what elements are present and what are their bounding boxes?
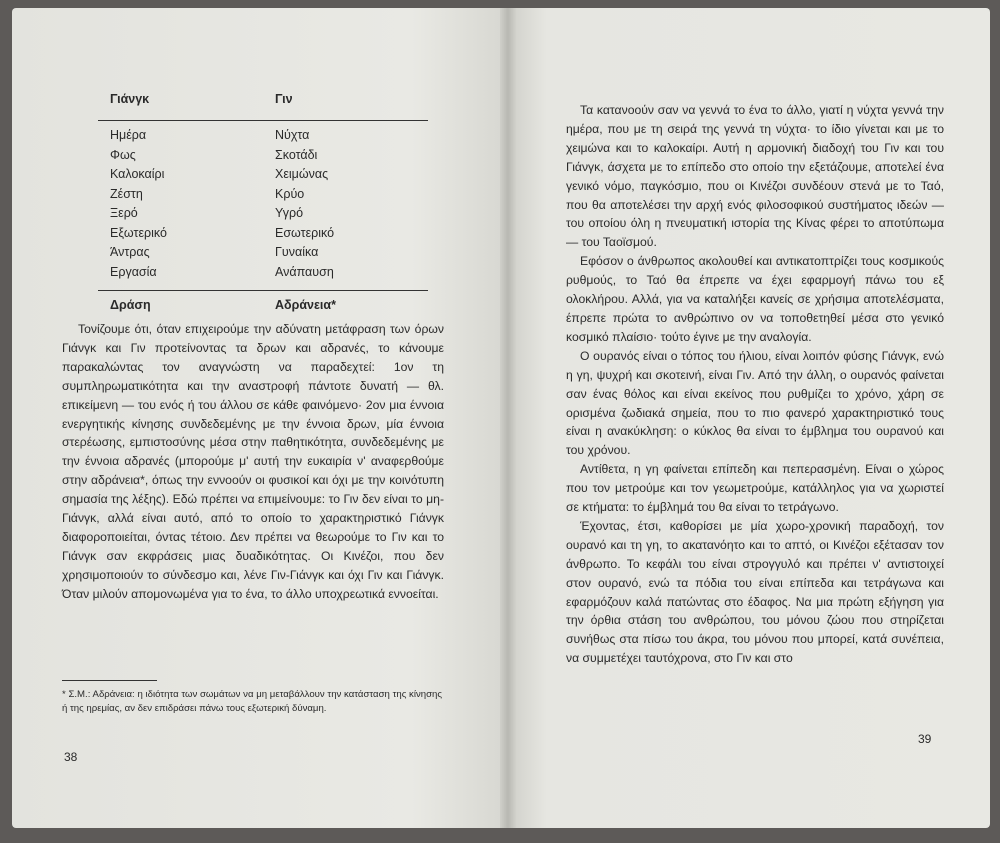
table-cell-yin: Υγρό [275, 206, 304, 220]
right-paragraph: Τα κατανοούν σαν να γεννά το ένα το άλλο, γιατί η νύχτα γεννά την ημέρα, που με τη σειρά της γεννά τη νύχτα· το ίδιο γίνεται και με το χειμώνα και το καλοκαίρι. Αυτή η αρμονική διαδοχή του Γιν και του Γιάνγκ, άσχετα με το επίπεδο στο οποίο την εξετάζουμε, αποτελεί ένα γενικό νόμο, παγκόσμιο, που οι Κινέζοι συνδέουν στενά με το Ταό, που θα αποτελέσει την αρχή ενός φιλοσοφικού συστήματος ιδεών — του οποίου όλη η πνευματική ιστορία της Κίνας φέρει το αποτύπωμα — του Ταοϊσμού. [566, 103, 944, 250]
table-cell-yin: Κρύο [275, 186, 305, 201]
right-body [566, 101, 944, 668]
table-row [110, 148, 430, 168]
right-paragraph: Έχοντας, έτσι, καθορίσει με μία χωρο-χρονική παραδοχή, τον ουρανό και τη γη, το ακατανόητο και το απτό, οι Κινέζοι εξέτασαν τον άνθρωπο. Το κεφάλι του είναι στρογγυλό και πρέπει ν' αντιστοιχεί στον ουρανό, ενώ τα πόδια του είναι επίπεδα και τετράγωνα και εφαρμόζουν καλά πατώντας στο έδαφος. Να μια πρώτη εξήγηση για την όρθια στάση του ανθρώπου, του μόνου ζώου που στηρίζεται συνήθως στα πίσω του άκρα, του μόνου που μπορεί, κατά συνέπεια, να συμμετέχει ταυτόχρονα, στο Γιν και στο [566, 518, 944, 666]
table-cell-yin: Σκοτάδι [275, 147, 318, 162]
table-cell-yin: Χειμώνας [275, 167, 329, 181]
table-cell-yang: Ξερό [110, 206, 138, 220]
footnote-rule [62, 680, 157, 681]
table-cell-yang: Ημέρα [110, 128, 147, 142]
table-row [110, 245, 430, 265]
table-cell-yin: Ανάπαυση [275, 264, 334, 279]
book-spine [500, 8, 516, 828]
table-cell-yin: Εσωτερικό [275, 225, 335, 240]
table-cell-yang: Εξωτερικό [110, 225, 167, 240]
table-bottom-rule [98, 290, 428, 291]
page-number-right: 39 [918, 732, 932, 746]
table-top-rule [98, 120, 428, 121]
table-cell-yang: Ζέστη [110, 186, 143, 201]
table-header-yang: Γιάνγκ [110, 92, 150, 106]
footnote: * Σ.Μ.: Αδράνεια: η ιδιότητα των σωμάτων να μη μεταβάλλουν την κατάσταση της κίνησης ή της ηρεμίας, αν δεν επιδράσει πάνω τους εξωτερική δύναμη. [62, 689, 442, 714]
table-row [110, 128, 430, 148]
table-footer-yin: Αδράνεια* [275, 298, 336, 312]
table-body [110, 128, 430, 284]
table-row [110, 206, 430, 226]
table-cell-yang: Φως [110, 147, 136, 162]
table-cell-yin: Γυναίκα [275, 245, 319, 259]
table-cell-yang: Άντρας [110, 245, 150, 259]
left-body-paragraph: Τονίζουμε ότι, όταν επιχειρούμε την αδύνατη μετάφραση των όρων Γιάνγκ και Γιν προτείνοντας τα δρων και αδρανές, το κάνουμε παρακαλώντας τον αναγνώστη να παραδεχτεί: 1ον τη συμπληρωματικότητα και την αναστροφή πάντοτε δυνατή — θλ. επικείμενη — του ενός ή του άλλου σε κάθε φαινόμενο· 2ον μια έννοια ενεργητικής κίνησης συνδεδεμένης με την έννοια δρων, μία έννοια στερέωσης, εμπιστοσύνης μέσα στην παθητικότητα, συνδεδεμένης με την έννοια αδρανές (μπορούμε μ' αυτή την ευκαιρία ν' αναφερθούμε στην αδράνεια*, όπως την εννοούν οι φυσικοί και όχι με την κοινότυπη σημασία της λέξης). Εδώ πρέπει να επιμείνουμε: το Γιν δεν είναι το μη-Γιάνγκ, αλλά είναι αυτό, από το οποίο το χαρακτηριστικό Γιάνγκ διαφοροποιείται, όντας τέτοιο. Δεν πρέπει να θεωρούμε το Γιν και το Γιάνγκ σαν εκφράσεις μιας δυαδικότητας. Οι Κινέζοι, που δεν χρησιμοποιούν το σύνδεσμο και, λένε Γιν-Γιάνγκ και όχι Γιν και Γιάνγκ. Όταν μιλούν απομονωμένα για το ένα, το άλλο υποχρεωτικά εννοείται. [62, 322, 444, 601]
table-cell-yin: Νύχτα [275, 128, 310, 142]
table-cell-yang: Καλοκαίρι [110, 167, 165, 181]
page-number-left: 38 [64, 750, 78, 764]
table-row [110, 187, 430, 207]
right-paragraph: Αντίθετα, η γη φαίνεται επίπεδη και πεπερασμένη. Είναι ο χώρος που τον μετρούμε και τον γεωμετρούμε, κατάλληλος για να χωριστεί σε κτήματα: το έμβλημά του θα είναι το τετράγωνο. [566, 462, 944, 515]
table-cell-yang: Εργασία [110, 264, 157, 279]
table-row [110, 265, 430, 285]
table-header-yin: Γιν [275, 92, 293, 106]
right-paragraph: Ο ουρανός είναι ο τόπος του ήλιου, είναι λοιπόν φύσης Γιάνγκ, ενώ η γη, ψυχρή και σκοτεινή, είναι Γιν. Από την άλλη, ο ουρανός φαίνεται σαν ένας θόλος και είναι εκείνος που ρυθμίζει το χρόνο, χάρη σε ορισμένα ζωδιακά σημεία, που το πιο φανερό χαρακτηριστικό τους είναι η ανακύκληση: ο κύκλος θα είναι το έμβλημα του ουρανού και του χρόνου. [566, 348, 944, 458]
table-footer-yang: Δράση [110, 298, 151, 312]
table-row [110, 226, 430, 246]
table-row [110, 167, 430, 187]
right-paragraph: Εφόσον ο άνθρωπος ακολουθεί και αντικατοπτρίζει τους κοσμικούς ρυθμούς, το Ταό θα έπρεπε να έχει εφαρμογή πάνω του εξ ολοκλήρου. Αλλά, για να καταλήξει κανείς σε χρήσιμα αποτελέσματα, έπρεπε πρώτα το ανθρώπινο ον να τοποθετηθεί μέσα στο γενικό κοσμικό πλαίσιο· τούτο έγινε με την αναλογία. [566, 254, 944, 344]
